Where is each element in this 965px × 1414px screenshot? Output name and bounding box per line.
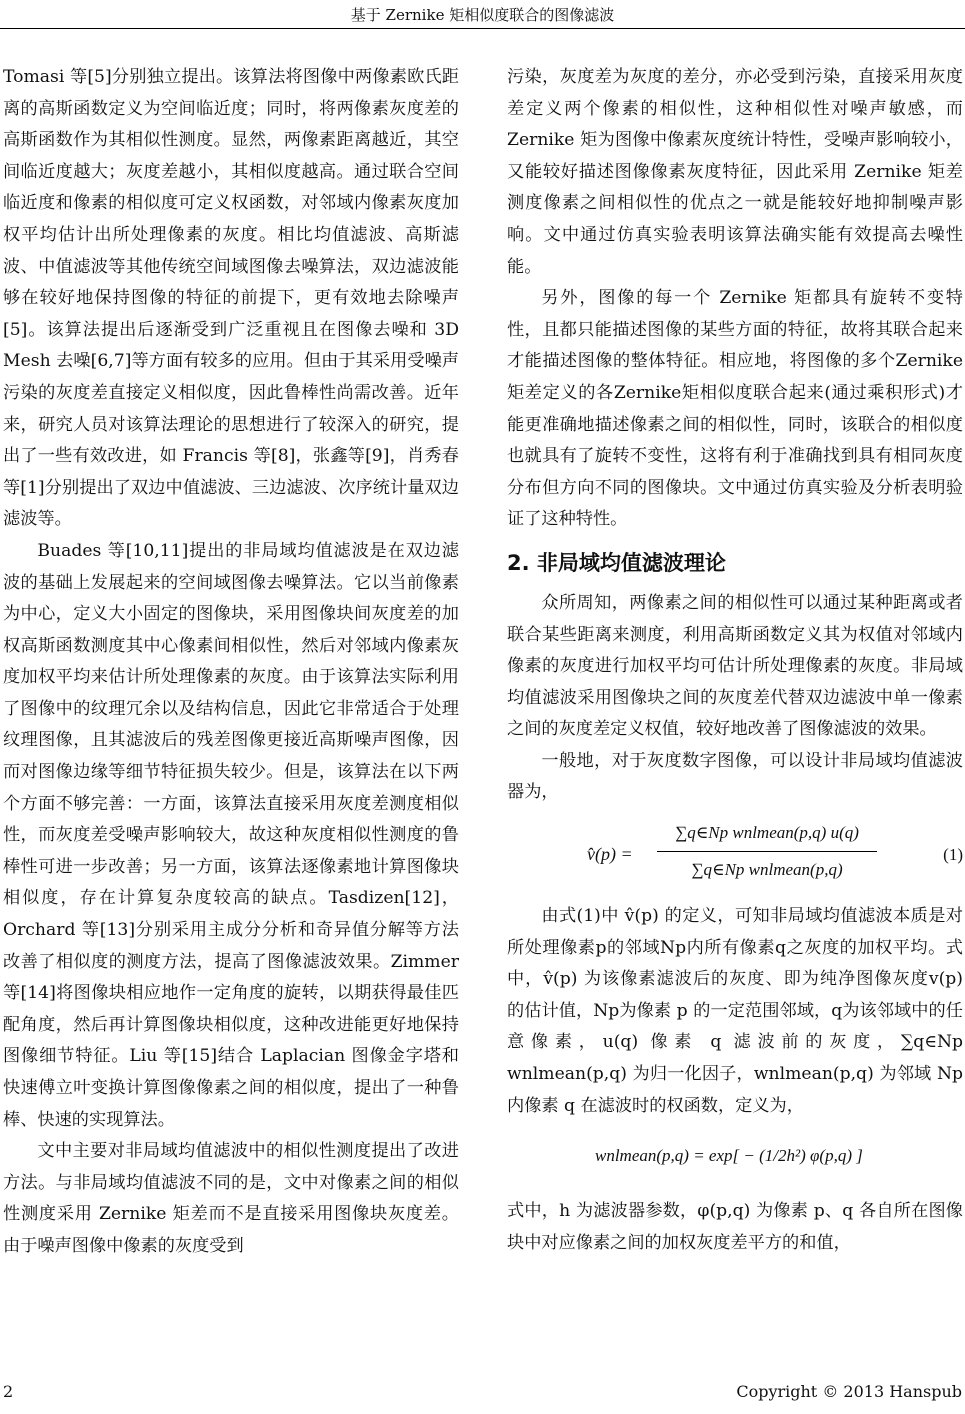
equation-number: (1) xyxy=(943,845,963,865)
equation-fraction xyxy=(657,817,877,886)
paragraph: 式中，h 为滤波器参数，φ(p,q) 为像素 p、q 各自所在图像块中对应像素之间的加权灰度差平方的和值， xyxy=(507,1201,963,1253)
paragraph: Tomasi 等[5]分别独立提出。该算法将图像中两像素欧氏距离的高斯函数定义为空间临近度；同时，将两像素灰度差的高斯函数作为其相似性测度。显然，两像素距离越近，其空间临近度越大；灰度差越小，其相似度越高。通过联合空间临近度和像素的相似度可定义权函数，对邻域内像素灰度加权平均估计出所处理像素的灰度。相比均值滤波、高斯滤波、中值滤波等其他传统空间域图像去噪算法，双边滤波能够在较好地保持图像的特征的前提下，更有效地去除噪声[5]。该算法提出后逐渐受到广泛重视且在图像去噪和 3D Mesh 去噪[6,7]等方面有较多的应用。但由于其采用受噪声污染的灰度差直接定义相似度，因此鲁棒性尚需改善。近年来，研究人员对该算法理论的思想进行了较深入的研究，提出了一些有效改进，如 Francis 等[8]，张鑫等[9]，肖秀春等[1]分别提出了双边中值滤波、三边滤波、次序统计量双边滤波等。 xyxy=(3,67,459,530)
copyright-notice: Copyright © 2013 Hanspub xyxy=(736,1382,962,1401)
section-heading: 2. 非局域均值滤波理论 xyxy=(507,550,726,575)
paragraph: 污染，灰度差为灰度的差分，亦必受到污染，直接采用灰度差定义两个像素的相似性，这种相似性对噪声敏感，而 Zernike 矩为图像中像素灰度统计特性，受噪声影响较小，又能较好描述图像像素灰度特征，因此采用 Zernike 矩差测度像素之间相似性的优点之一就是能较好地抑制噪声影响。文中通过仿真实验表明该算法确实能有效提高去噪性能。 xyxy=(507,67,963,277)
right-column xyxy=(507,62,963,1259)
paragraph: Buades 等[10,11]提出的非局域均值滤波是在双边滤波的基础上发展起来的空间域图像去噪算法。它以当前像素为中心，定义大小固定的图像块，采用图像块间灰度差的加权高斯函数测度其中心像素间相似性，然后对邻域内像素灰度加权平均来估计所处理像素的灰度。由于该算法实际利用了图像中的纹理冗余以及结构信息，因此它非常适合于处理纹理图像，且其滤波后的残差图像更接近高斯噪声图像，因而对图像边缘等细节特征损失较少。但是，该算法在以下两个方面不够完善：一方面，该算法直接采用灰度差测度相似性，而灰度差受噪声影响较大，故这种灰度相似性测度的鲁棒性可进一步改善；另一方面，该算法逐像素地计算图像块相似度，存在计算复杂度较高的缺点。Tasdizen[12]，Orchard 等[13]分别采用主成分分析和奇异值分解等方法改善了相似度的测度方法，提高了图像滤波效果。Zimmer 等[14]将图像块相应地作一定角度的旋转，以期获得最佳匹配角度，然后再计算图像块相似度，这种改进能更好地保持图像细节特征。Liu 等[15]结合 Laplacian 图像金字塔和快速傅立叶变换计算图像像素之间的相似度，提出了一种鲁棒、快速的实现算法。 xyxy=(3,540,459,1130)
page-number: 2 xyxy=(3,1382,14,1401)
paragraph: 一般地，对于灰度数字图像，可以设计非局域均值滤波器为， xyxy=(507,750,963,803)
paragraph: 众所周知，两像素之间的相似性可以通过某种距离或者联合某些距离来测度，利用高斯函数定义其为权值对邻域内像素的灰度进行加权平均可估计所处理像素的灰度。非局域均值滤波采用图像块之间的灰度差代替双边滤波中单一像素之间的灰度差定义权值，较好地改善了图像滤波的效果。 xyxy=(507,592,963,740)
equation-lhs: v̂(p) = xyxy=(587,844,633,865)
equation-denominator: ∑q∈Np wnlmean(p,q) xyxy=(691,860,843,880)
header-rule xyxy=(0,28,965,29)
running-header: 基于 Zernike 矩相似度联合的图像滤波 xyxy=(350,6,615,24)
equation-2 xyxy=(507,1126,963,1186)
paragraph: 另外，图像的每一个 Zernike 矩都具有旋转不变特性，且都只能描述图像的某些方面的特征，故将其联合起来才能描述图像的整体特征。相应地，将图像的多个Zernike矩差定义的各Zernike矩相似度联合起来(通过乘积形式)才能更准确地描述像素之间的相似性，同时，该联合的相似度也就具有了旋转不变性，这将有利于准确找到具有相同灰度分布但方向不同的图像块。文中通过仿真实验及分析表明验证了这种特性。 xyxy=(507,288,963,530)
paragraph: 由式(1)中 v̂(p) 的定义，可知非局域均值滤波本质是对所处理像素p的邻域Np内所有像素q之灰度的加权平均。式中，v̂(p) 为该像素滤波后的灰度、即为纯净图像灰度v(p) 的估计值，Np为像素 p 的一定范围邻域，q为该邻域中的任意像素，u(q) 像素 q 滤波前的灰度，∑q∈Np wnlmean(p,q) 为归一化因子，wnlmean(p,q) 为邻域 Np内像素 q 在滤波时的权函数，定义为， xyxy=(507,906,963,1116)
fraction-bar xyxy=(657,851,877,852)
equation-1 xyxy=(507,815,963,897)
paragraph: 文中主要对非局域均值滤波中的相似性测度提出了改进方法。与非局域均值滤波不同的是，文中对像素之间的相似性测度采用 Zernike 矩差而不是直接采用图像块灰度差。由于噪声图像中像素的灰度受到 xyxy=(3,1141,459,1256)
equation-text: wnlmean(p,q) = exp[ − (1/2h²) φ(p,q) ] xyxy=(595,1146,863,1166)
equation-numerator: ∑q∈Np wnlmean(p,q) u(q) xyxy=(675,823,859,843)
left-column xyxy=(3,62,459,1263)
